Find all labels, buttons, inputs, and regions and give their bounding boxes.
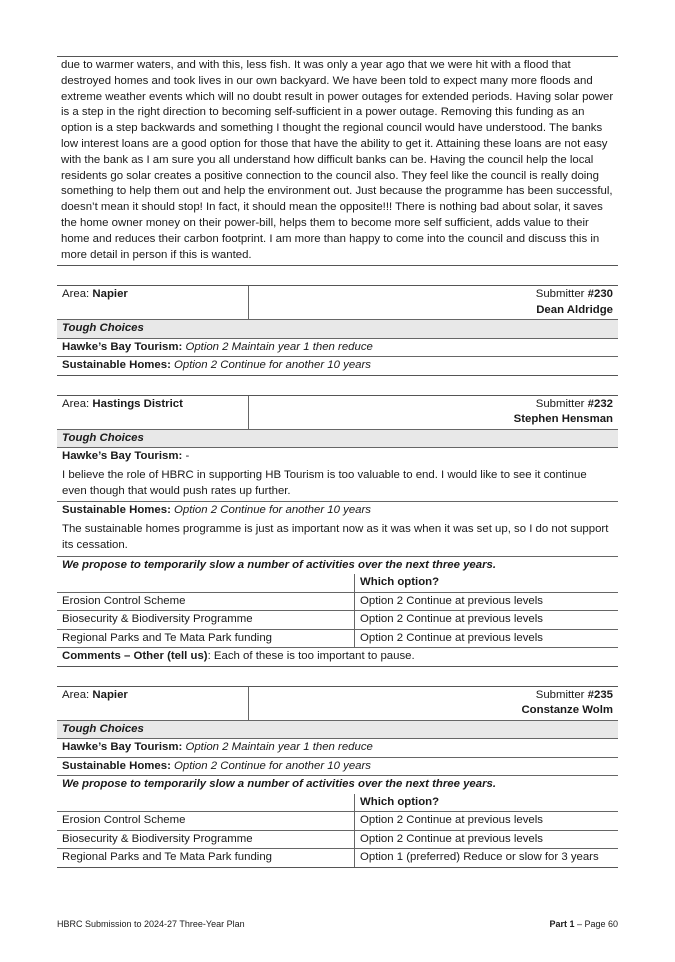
- submission-230: [57, 285, 618, 376]
- hb-tourism-label: Hawke’s Bay Tourism:: [62, 340, 183, 353]
- option-activity: Erosion Control Scheme: [57, 593, 355, 611]
- option-choice: Option 2 Continue at previous levels: [360, 814, 543, 827]
- comments-other-value: Each of these is too important to pause.: [213, 650, 415, 663]
- option-row: [57, 630, 618, 649]
- submission-header: [57, 687, 618, 721]
- option-row: [57, 849, 618, 867]
- option-row: [57, 831, 618, 850]
- option-choice: Option 2 Continue at previous levels: [360, 613, 543, 626]
- hb-tourism-value: Option 2 Maintain year 1 then reduce: [185, 741, 373, 754]
- document-body: [57, 56, 618, 868]
- options-header-row: [57, 574, 618, 593]
- submitter-label: Submitter: [535, 397, 588, 410]
- submitter-cell: [249, 286, 618, 319]
- options-header-row: [57, 794, 618, 813]
- submitter-cell: [249, 396, 618, 429]
- sustainable-homes-comment: The sustainable homes programme is just as important now as it was when it was set up, so I do not support its cessation.: [57, 520, 618, 557]
- hb-tourism-label: Hawke’s Bay Tourism:: [62, 741, 183, 754]
- footer-page-number: [549, 918, 618, 930]
- intro-paragraph: due to warmer waters, and with this, less fish. It was only a year ago that we were hit with a flood that destroyed homes and took lives in our own backyard. We have been told to expect many more floods and extreme weather events which will no doubt result in power outages for extended periods. Having solar power is a step in the right direction to becoming self-sufficient in a power outage. Removing this funding as an option is a step backwards and something I thought the regional council would have understood. The banks low interest loans are a good option for those that have the ability to get it. Attaining these loans are not easy with the bank as I am sure you all understand how difficult banks can be. Having the council help the local residents go solar creates a positive connection to the council also. They feel like the council is really doing something to help them out and help the environment out. Just because the programme has been successful, doesn’t mean it should stop! In fact, it should mean the opposite!!! There is nothing bad about solar, it saves the home owner money on their power-bill, helps them to become more self sufficient, adds value to their home and reduces their carbon footprint. I am more than happy to come into the council and discuss this in more detail in person if this is wanted.: [57, 56, 618, 266]
- slow-activities-heading: [57, 776, 618, 794]
- sustainable-homes-label: Sustainable Homes:: [62, 504, 171, 517]
- submitter-number: #235: [587, 688, 613, 701]
- tough-choices-heading: [57, 320, 618, 339]
- submitter-name: Dean Aldridge: [536, 303, 613, 316]
- sustainable-homes-value: Option 2 Continue for another 10 years: [174, 504, 371, 517]
- option-row: [57, 812, 618, 831]
- area-value: Napier: [92, 288, 128, 301]
- slow-activities-label: We propose to temporarily slow a number of activities over the next three years.: [62, 778, 497, 791]
- area-label: Area:: [62, 688, 93, 701]
- submitter-name: Stephen Hensman: [513, 413, 613, 426]
- comments-other-row: Comments – Other (tell us): Each of these is too important to pause.: [62, 650, 415, 663]
- tough-choices-label: Tough Choices: [62, 431, 144, 444]
- option-choice: Option 2 Continue at previous levels: [360, 631, 543, 644]
- submission-235: [57, 686, 618, 868]
- area-label: Area:: [62, 397, 93, 410]
- option-choice: Option 1 (preferred) Reduce or slow for 3 years: [360, 851, 599, 864]
- submitter-label: Submitter: [535, 688, 588, 701]
- area-value: Napier: [92, 688, 128, 701]
- which-option-label: Which option?: [360, 576, 440, 589]
- option-choice: Option 2 Continue at previous levels: [360, 832, 543, 845]
- submission-232: [57, 395, 618, 667]
- option-row: [57, 611, 618, 630]
- option-row: [57, 593, 618, 612]
- blank-cell: [57, 574, 354, 592]
- footer-document-title: HBRC Submission to 2024-27 Three-Year Plan: [57, 919, 245, 929]
- option-activity: Erosion Control Scheme: [57, 812, 355, 830]
- hb-tourism-row: [57, 448, 618, 466]
- tough-choices-label: Tough Choices: [62, 322, 144, 335]
- hb-tourism-value: Option 2 Maintain year 1 then reduce: [185, 340, 373, 353]
- which-option-label: Which option?: [360, 795, 440, 808]
- sustainable-homes-label: Sustainable Homes:: [62, 359, 171, 372]
- area-cell: [57, 396, 249, 429]
- sustainable-homes-value: Option 2 Continue for another 10 years: [174, 359, 371, 372]
- submitter-number: #232: [587, 397, 613, 410]
- footer-part: Part 1: [549, 919, 575, 929]
- sustainable-homes-label: Sustainable Homes:: [62, 759, 171, 772]
- which-option-header: [354, 794, 618, 812]
- submitter-number: #230: [587, 288, 613, 301]
- slow-activities-label: We propose to temporarily slow a number of activities over the next three years.: [62, 558, 497, 571]
- hb-tourism-label: Hawke’s Bay Tourism:: [62, 450, 183, 463]
- option-activity: Regional Parks and Te Mata Park funding: [57, 630, 355, 648]
- submission-header: [57, 396, 618, 430]
- tough-choices-heading: [57, 721, 618, 740]
- footer-page: – Page 60: [574, 919, 618, 929]
- area-value: Hastings District: [92, 397, 183, 410]
- hb-tourism-row: [57, 339, 618, 358]
- which-option-header: [354, 574, 618, 592]
- hb-tourism-value: -: [185, 450, 190, 463]
- comments-other-label: Comments – Other (tell us): [62, 650, 208, 663]
- submitter-name: Constanze Wolm: [521, 704, 613, 717]
- area-cell: [57, 687, 249, 720]
- hb-tourism-comment: I believe the role of HBRC in supporting HB Tourism is too valuable to end. I would like to see it continue even though that would push rates up further.: [57, 466, 618, 503]
- tough-choices-label: Tough Choices: [62, 722, 144, 735]
- hb-tourism-row: [57, 739, 618, 758]
- option-activity: Biosecurity & Biodiversity Programme: [57, 611, 355, 629]
- sustainable-homes-row: [57, 502, 618, 520]
- sustainable-homes-row: [57, 758, 618, 777]
- submitter-label: Submitter: [535, 288, 588, 301]
- submission-header: [57, 286, 618, 320]
- option-choice: Option 2 Continue at previous levels: [360, 594, 543, 607]
- blank-cell: [57, 794, 354, 812]
- option-activity: Regional Parks and Te Mata Park funding: [57, 849, 355, 867]
- slow-activities-heading: [57, 557, 618, 575]
- area-cell: [57, 286, 249, 319]
- option-activity: Biosecurity & Biodiversity Programme: [57, 831, 355, 849]
- tough-choices-heading: [57, 430, 618, 449]
- sustainable-homes-row: [57, 357, 618, 375]
- sustainable-homes-value: Option 2 Continue for another 10 years: [174, 759, 371, 772]
- area-label: Area:: [62, 288, 93, 301]
- submitter-cell: [249, 687, 618, 720]
